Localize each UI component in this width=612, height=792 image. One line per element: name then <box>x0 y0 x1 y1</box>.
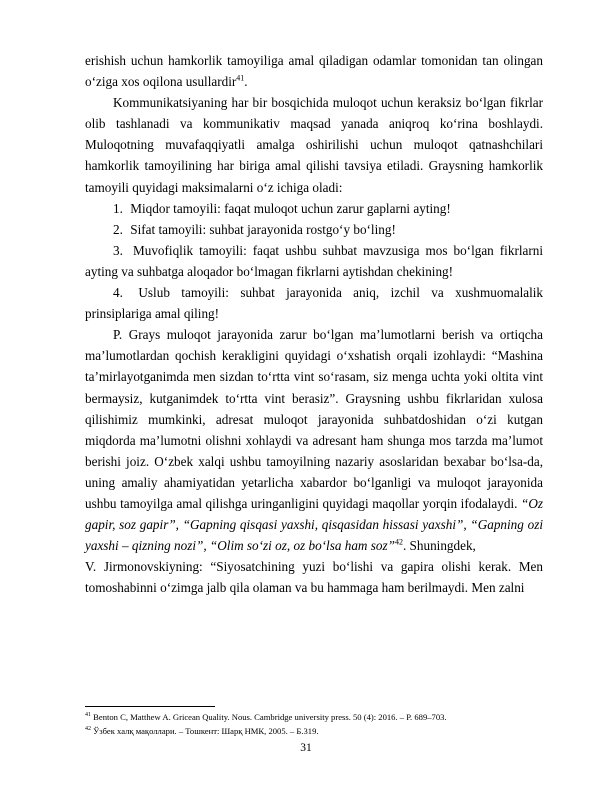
footnote-42 <box>85 723 543 737</box>
footnotes <box>85 709 543 738</box>
paragraph-intro <box>85 50 543 92</box>
footnote-text: Ўзбек халқ мақоллари. – Тошкент: Шарқ НМК, 2005. – Б.319. <box>93 726 319 737</box>
maxim-text: Muvofiqlik tamoyili: faqat ushbu suhbat mavzusiga mos bo‘lgan fikrlarni ayting va suhbatga aloqador bo‘lmagan fikrlarni aytishdan chekining! <box>85 242 543 279</box>
footnote-ref-41[interactable]: 41 <box>236 73 245 83</box>
footnote-text: Benton C, Matthew A. Gricean Quality. Nous. Cambridge university press. 50 (4): 2016. – P. 689–703. <box>93 711 447 722</box>
maxim-item-3 <box>85 240 543 282</box>
paragraph-grays-text: P. Grays muloqot jarayonida zarur bo‘lgan ma’lumotlarni berish va ortiqcha ma’lumotlardan qochish kerakligini quyidagi o‘xshatish orqali izohlaydi: “Mashina ta’mirlayotganimda men sizdan to‘rtta vint so‘rasam, siz menga uchta yoki oltita vint bermaysiz, kutganimdek to‘rtta vint berasiz”. Graysning ushbu fikrlaridan xulosa qilishimiz mumkinki, adresat muloqot jarayonida suhbatdoshidan o‘zi kutgan miqdorda ma’lumotni olishni xohlaydi va adresant ham shunga mos tarzda ma’lumot berishi joiz. O‘zbek xalqi ushbu tamoyilning nazariy asoslaridan bexabar bo‘lsa-da, uning amaliy ahamiyatidan yetarlicha xabardor bo‘lganligi va muloqot jarayonida ushbu tamoyilga amal qilishga uringanligini quyidagi maqollar yorqin ifodalaydi. <box>85 327 543 511</box>
paragraph-grays-end: . Shuningdek, <box>402 538 476 554</box>
proverbs-quote: “Oz gapir, soz gapir”, “Gapning qisqasi yaxshi, qisqasidan hissasi yaxshi”, “Gapning ozi yaxshi – qizning nozi”, “Olim so‘zi oz, oz bo‘lsa ham soz” <box>85 495 543 554</box>
paragraph-kommunikatsiya: Kommunikatsiyaning har bir bosqichida muloqot uchun keraksiz bo‘lgan fikrlar olib tashlanadi va kommunikativ maqsad yanada aniqroq ko‘rina boshlaydi. Muloqotning muvafaqqiyatli amalga oshirilishi uchun muloqot qatnashchilari hamkorlik tamoyilining har biriga amal qilishi tavsiya etiladi. Graysning hamkorlik tamoyili quyidagi maksimalarni o‘z ichiga oladi: <box>85 95 543 195</box>
body-text <box>85 50 543 598</box>
maxim-text: Sifat tamoyili: suhbat jarayonida rostgo‘y bo‘ling! <box>130 221 396 237</box>
paragraph-intro-text: erishish uchun hamkorlik tamoyiliga amal qiladigan odamlar tomonidan tan olingan o‘ziga xos oqilona usullardir <box>85 53 543 90</box>
footnote-ref-42[interactable]: 42 <box>394 537 403 547</box>
maxim-number: 3. <box>113 242 123 258</box>
footnote-divider <box>85 706 215 707</box>
maxim-text: Miqdor tamoyili: faqat muloqot uchun zarur gaplarni ayting! <box>130 200 451 216</box>
footnote-number: 42 <box>85 726 91 733</box>
footnote-number: 41 <box>85 712 91 718</box>
maxim-item-1 <box>85 198 543 219</box>
maxim-item-2 <box>85 219 543 240</box>
maxim-number: 2. <box>113 221 123 237</box>
maxim-number: 4. <box>113 285 123 301</box>
maxim-number: 1. <box>113 200 123 216</box>
paragraph-jirmonovskiy: V. Jirmonovskiyning: “Siyosatchining yuzi bo‘lishi va gapira olishi kerak. Men tomoshabinni o‘zimga jalb qila olaman va bu hammaga ham berilmaydi. Men zalni <box>85 559 543 596</box>
page-number: 31 <box>300 742 312 754</box>
paragraph-intro-end: . <box>244 74 248 90</box>
maxim-item-4 <box>85 282 543 324</box>
maxim-text: Uslub tamoyili: suhbat jarayonida aniq, izchil va xushmuomalalik prinsiplariga amal qiling! <box>85 285 544 322</box>
paragraph-grays <box>85 324 543 556</box>
footnote-41 <box>85 709 543 723</box>
